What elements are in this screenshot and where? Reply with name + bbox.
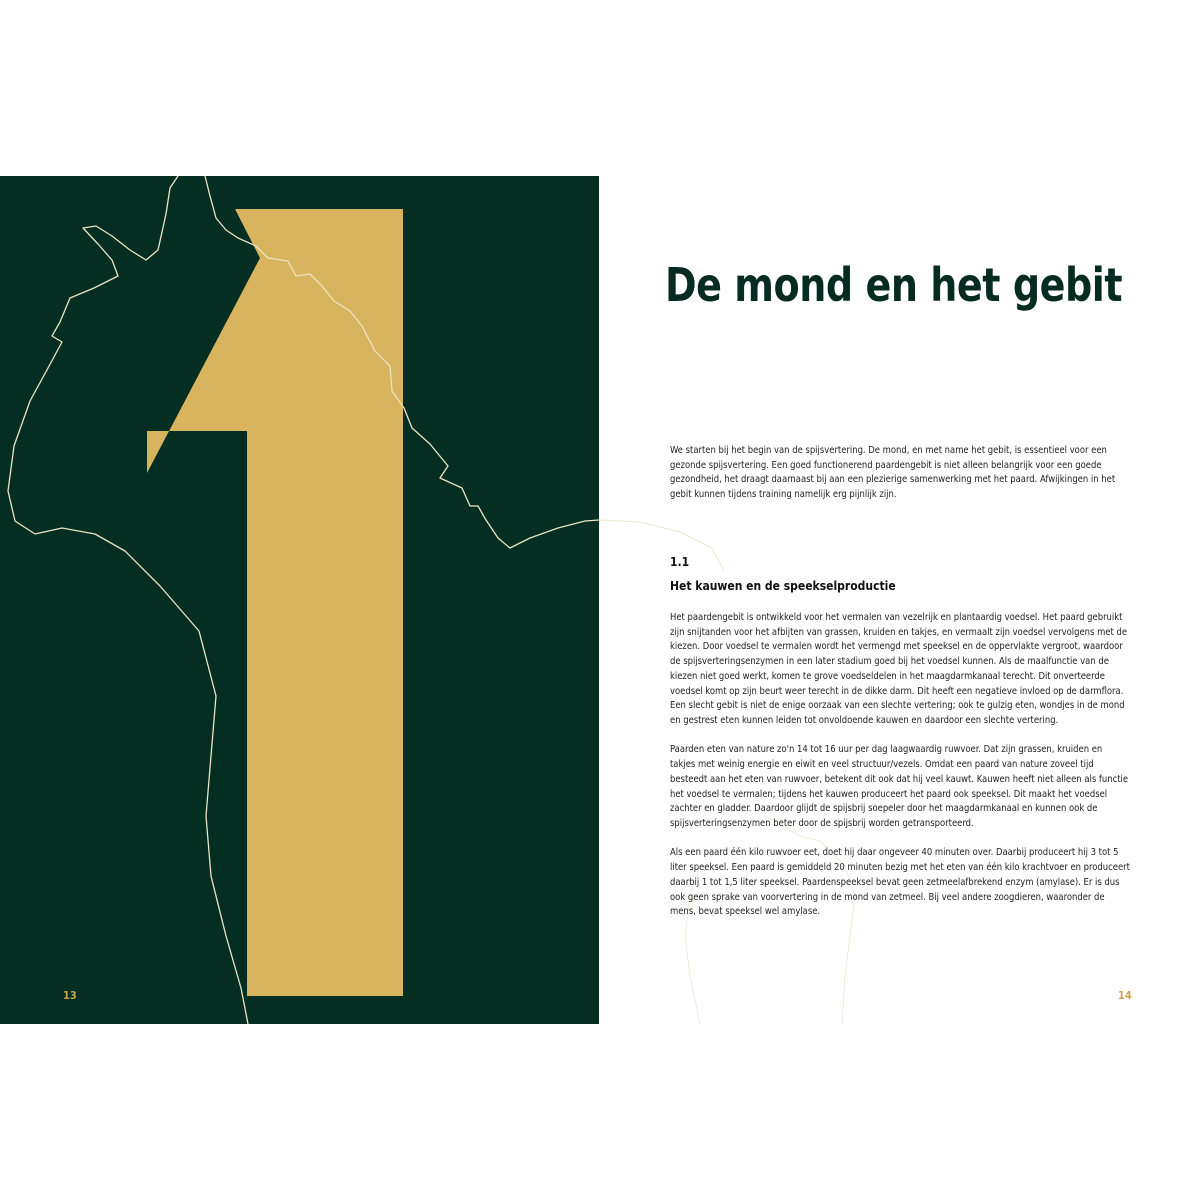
right-page — [599, 176, 1200, 1024]
chapter-illustration — [0, 176, 599, 1024]
page-number-right: 14 — [1118, 989, 1132, 1002]
body-paragraph: Als een paard één kilo ruwvoer eet, doet hij daar ongeveer 40 minuten over. Daarbij produceert hij 3 tot 5 liter speeksel. Een paard is gemiddeld 20 minuten bezig met het eten van één kilo krachtvoer en produceert daarbij 1 tot 1,5 liter speeksel. Paardenspeeksel bevat geen zetmeelafbrekend enzym (amylase). Er is dus ook geen sprake van voorvertering in de mond van zetmeel. Bij veel andere zoogdieren, waaronder de mens, bevat speeksel wel amylase. — [670, 847, 1130, 918]
book-spread — [0, 176, 1200, 1024]
horse-ear-back — [205, 176, 599, 548]
horse-outline — [8, 176, 248, 1024]
page-number-left: 13 — [63, 989, 77, 1002]
section-body — [670, 611, 1130, 935]
intro-paragraph: We starten bij het begin van de spijsvertering. De mond, en met name het gebit, is essentieel voor een gezonde spijsvertering. Een goed functionerend paardengebit is niet alleen belangrijk voor een goede gezondheid, het draagt daarnaast bij aan een plezierige samenwerking met het paard. Afwijkingen in het gebit kunnen tijdens training namelijk erg pijnlijk zijn. — [670, 445, 1116, 501]
left-page — [0, 176, 599, 1024]
chapter-numeral-shape — [147, 209, 403, 996]
body-paragraph: Paarden eten van nature zo'n 14 tot 16 uur per dag laagwaardig ruwvoer. Dat zijn grassen, kruiden en takjes met weinig energie en eiwit en veel structuur/vezels. Omdat een paard van nature zoveel tijd besteedt aan het eten van ruwvoer, betekent dit ook dat hij veel kauwt. Kauwen heeft niet alleen als functie het voedsel te vermalen; tijdens het kauwen produceert het paard ook speeksel. Dit maakt het voedsel zachter en gladder. Daardoor glijdt de spijsbrij soepeler door het maagdarmkanaal en kunnen ook de spijsverteringsenzymen beter door de spijsbrij worden getransporteerd. — [670, 744, 1129, 829]
section-title: Het kauwen en de speekselproductie — [670, 579, 896, 593]
chapter-title: De mond en het gebit — [665, 258, 1123, 312]
section-number: 1.1 — [670, 555, 690, 569]
horse-back-outline — [599, 520, 724, 571]
body-paragraph: Het paardengebit is ontwikkeld voor het vermalen van vezelrijk en plantaardig voedsel. Het paard gebruikt zijn snijtanden voor het afbijten van grassen, kruiden en takjes, en vermaalt zijn voedsel vervolgens met de kiezen. Door voedsel te vermalen wordt het vermengd met speeksel en de oppervlakte vergroot, waardoor de spijsverteringsenzymen in een later stadium goed bij het voedsel kunnen. Als de maalfunctie van de kiezen niet goed werkt, komen te grove voedseldelen in het maagdarmkanaal terecht. Dit onverteerde voedsel komt op zijn beurt weer terecht in de dikke darm. Dit heeft een negatieve invloed op de darmflora. Een slecht gebit is niet de enige oorzaak van een slechte vertering; ook te gulzig eten, wondjes in de mond en gestrest eten kunnen leiden tot onvoldoende kauwen en daardoor een slechte vertering. — [670, 612, 1128, 726]
